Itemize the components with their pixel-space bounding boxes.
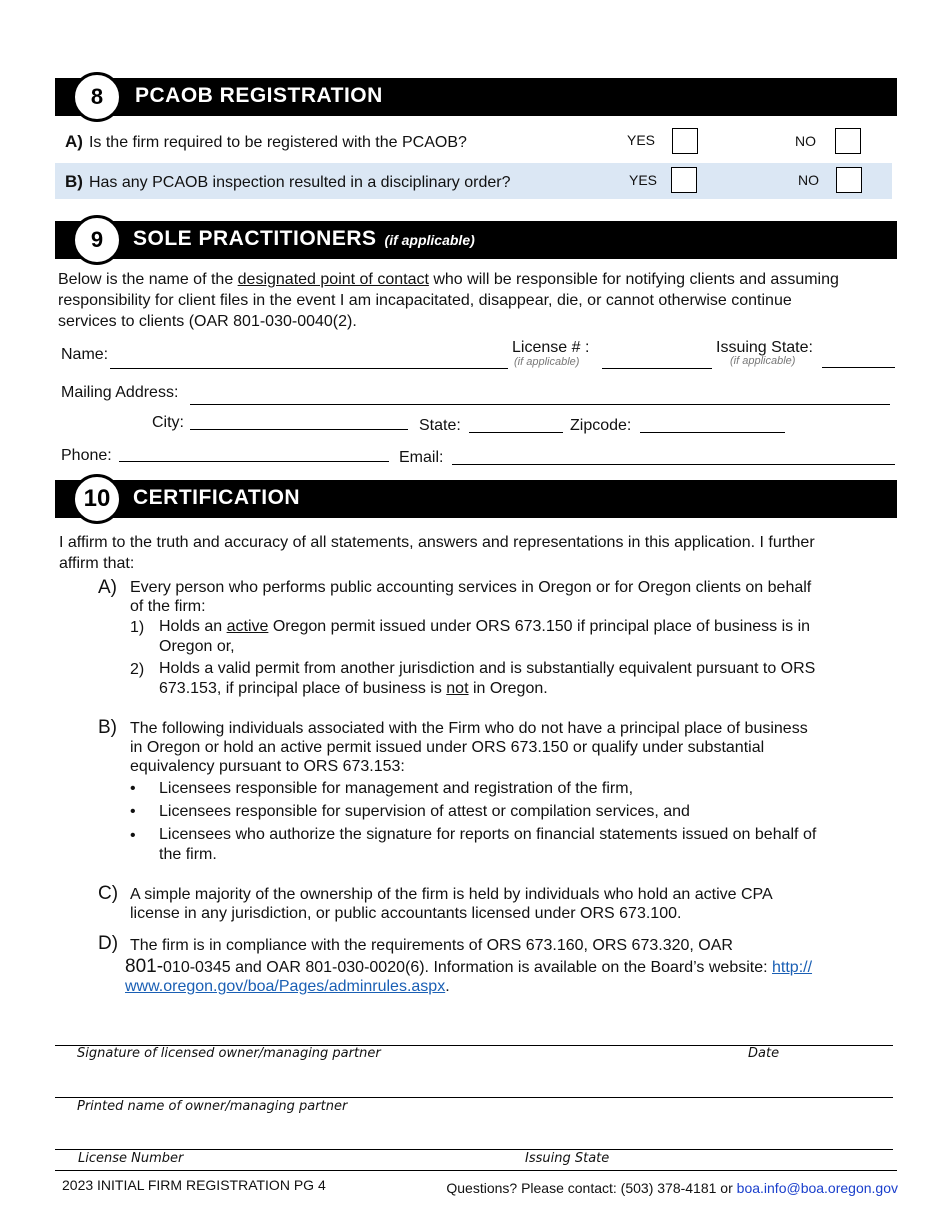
cert-d-line1: The firm is in compliance with the requirements of ORS 673.160, ORS 673.320, OAR xyxy=(130,937,733,954)
cert-a-letter: A) xyxy=(98,577,117,598)
section-9-number: 9 xyxy=(90,227,104,252)
contact-email-link[interactable]: boa.info@boa.oregon.gov xyxy=(736,1180,898,1196)
license-number-label: License Number xyxy=(78,1151,184,1166)
cert-a-text: Every person who performs public accounting services in Oregon or for Oregon clients on behalf of the firm: xyxy=(130,579,812,615)
section-8-header xyxy=(55,78,897,116)
mailing-address-field[interactable] xyxy=(190,404,890,405)
question-a-no-checkbox[interactable] xyxy=(835,128,861,154)
cert-d-letter: D) xyxy=(98,933,119,954)
city-field[interactable] xyxy=(190,429,408,430)
section-10-badge xyxy=(72,474,122,524)
signature-label: Signature of licensed owner/managing partner xyxy=(77,1046,381,1061)
phone-label: Phone: xyxy=(61,447,112,464)
section-8-title: PCAOB REGISTRATION xyxy=(135,84,383,107)
phone-field[interactable] xyxy=(119,461,389,462)
printed-name-label: Printed name of owner/managing partner xyxy=(77,1099,348,1114)
issuing-state-sig-label: Issuing State xyxy=(525,1151,610,1166)
city-label: City: xyxy=(152,414,184,431)
state-label: State: xyxy=(419,417,461,434)
name-field[interactable] xyxy=(110,368,508,369)
section-10-title: CERTIFICATION xyxy=(133,486,301,509)
adminrules-link-part1[interactable]: http:// xyxy=(772,959,813,976)
cert-b-bullet2: • Licensees responsible for supervision of attest or compilation services, and xyxy=(130,803,690,820)
issuing-state-label: Issuing State: xyxy=(716,339,813,356)
footer-rule xyxy=(55,1170,897,1171)
question-a-yes-label: YES xyxy=(627,132,656,148)
cert-a-item1: Holds an active Oregon permit issued under ORS 673.150 if principal place of business is in Oregon or, xyxy=(159,618,811,655)
license-field[interactable] xyxy=(602,368,712,369)
state-field[interactable] xyxy=(469,432,563,433)
question-a-no-label: NO xyxy=(795,133,816,149)
zipcode-label: Zipcode: xyxy=(570,417,632,434)
question-b-text: Has any PCAOB inspection resulted in a disciplinary order? xyxy=(88,174,511,191)
section-9-badge xyxy=(72,215,122,265)
adminrules-link-part2[interactable]: www.oregon.gov/boa/Pages/adminrules.aspx xyxy=(125,978,446,995)
zipcode-field[interactable] xyxy=(640,432,785,433)
question-b-row xyxy=(55,163,892,199)
sole-intro-line1: Below is the name of the designated point of contact who will be responsible for notifying clients and assuming xyxy=(58,271,839,288)
cert-b-bullet1: • Licensees responsible for management and registration of the firm, xyxy=(130,780,634,797)
cert-d-line3: www.oregon.gov/boa/Pages/adminrules.aspx. xyxy=(125,978,450,995)
date-label: Date xyxy=(748,1046,780,1061)
cert-c-text: A simple majority of the ownership of the firm is held by individuals who hold an active CPA license in any jurisdiction, or public accountants licensed under ORS 673.100. xyxy=(130,886,773,922)
question-a-yes-checkbox[interactable] xyxy=(672,128,698,154)
affirm-line2: affirm that: xyxy=(59,555,135,572)
cert-b-bullet3: • Licensees who authorize the signature for reports on financial statements issued on behalf of the firm. xyxy=(130,826,817,863)
email-label: Email: xyxy=(399,449,444,466)
section-9-title: SOLE PRACTITIONERS xyxy=(133,227,377,250)
question-a-row xyxy=(55,123,897,159)
issuing-state-note: (if applicable) xyxy=(730,355,796,367)
cert-b-letter: B) xyxy=(98,717,117,738)
cert-a-item1-num: 1) xyxy=(130,619,145,636)
cert-b-text: The following individuals associated with the Firm who do not have a principal place of business in Oregon or hold an active permit issued under ORS 673.150 or qualify under substantial equivalency pursuant to ORS 673.153: xyxy=(130,720,808,775)
question-b-yes-checkbox[interactable] xyxy=(671,167,697,193)
sole-intro-line3: services to clients (OAR 801-030-0040(2). xyxy=(58,313,357,330)
footer-contact: Questions? Please contact: (503) 378-4181 or boa.info@boa.oregon.gov xyxy=(446,1180,898,1196)
license-note: (if applicable) xyxy=(514,356,580,368)
cert-c-letter: C) xyxy=(98,883,119,904)
cert-d-line2: 801-010-0345 and OAR 801-030-0020(6). Information is available on the Board’s website: http:// xyxy=(125,956,813,977)
footer-page-label: 2023 INITIAL FIRM REGISTRATION PG 4 xyxy=(62,1177,326,1193)
question-b-yes-label: YES xyxy=(629,172,658,188)
sole-intro-line2: responsibility for client files in the event I am incapacitated, disappear, die, or cannot otherwise continue xyxy=(58,292,792,309)
section-8-badge xyxy=(72,72,122,122)
mailing-address-label: Mailing Address: xyxy=(61,384,179,401)
section-8-number: 8 xyxy=(90,84,104,109)
question-b-no-label: NO xyxy=(798,172,819,188)
section-10-header xyxy=(55,480,897,518)
email-field[interactable] xyxy=(452,464,895,465)
license-number-line[interactable] xyxy=(55,1149,893,1150)
designated-contact-underlined: designated point of contact xyxy=(237,271,429,288)
question-a-text: Is the firm required to be registered with the PCAOB? xyxy=(88,134,467,151)
section-9-header xyxy=(55,221,897,259)
name-label: Name: xyxy=(61,346,109,363)
question-b-letter: B) xyxy=(65,172,83,191)
issuing-state-field[interactable] xyxy=(822,367,895,368)
cert-a-item2-num: 2) xyxy=(130,661,145,678)
section-9-subtitle: (if applicable) xyxy=(384,232,475,248)
affirm-line1: I affirm to the truth and accuracy of all statements, answers and representations in this application. I further xyxy=(59,534,815,551)
printed-name-line[interactable] xyxy=(55,1097,893,1098)
question-b-no-checkbox[interactable] xyxy=(836,167,862,193)
section-10-number: 10 xyxy=(83,485,111,512)
question-a-letter: A) xyxy=(65,132,83,151)
cert-a-item2: Holds a valid permit from another jurisdiction and is substantially equivalent pursuant to ORS 673.153, if principal place of business is not in Oregon. xyxy=(159,660,816,697)
license-label: License # : xyxy=(512,339,590,356)
